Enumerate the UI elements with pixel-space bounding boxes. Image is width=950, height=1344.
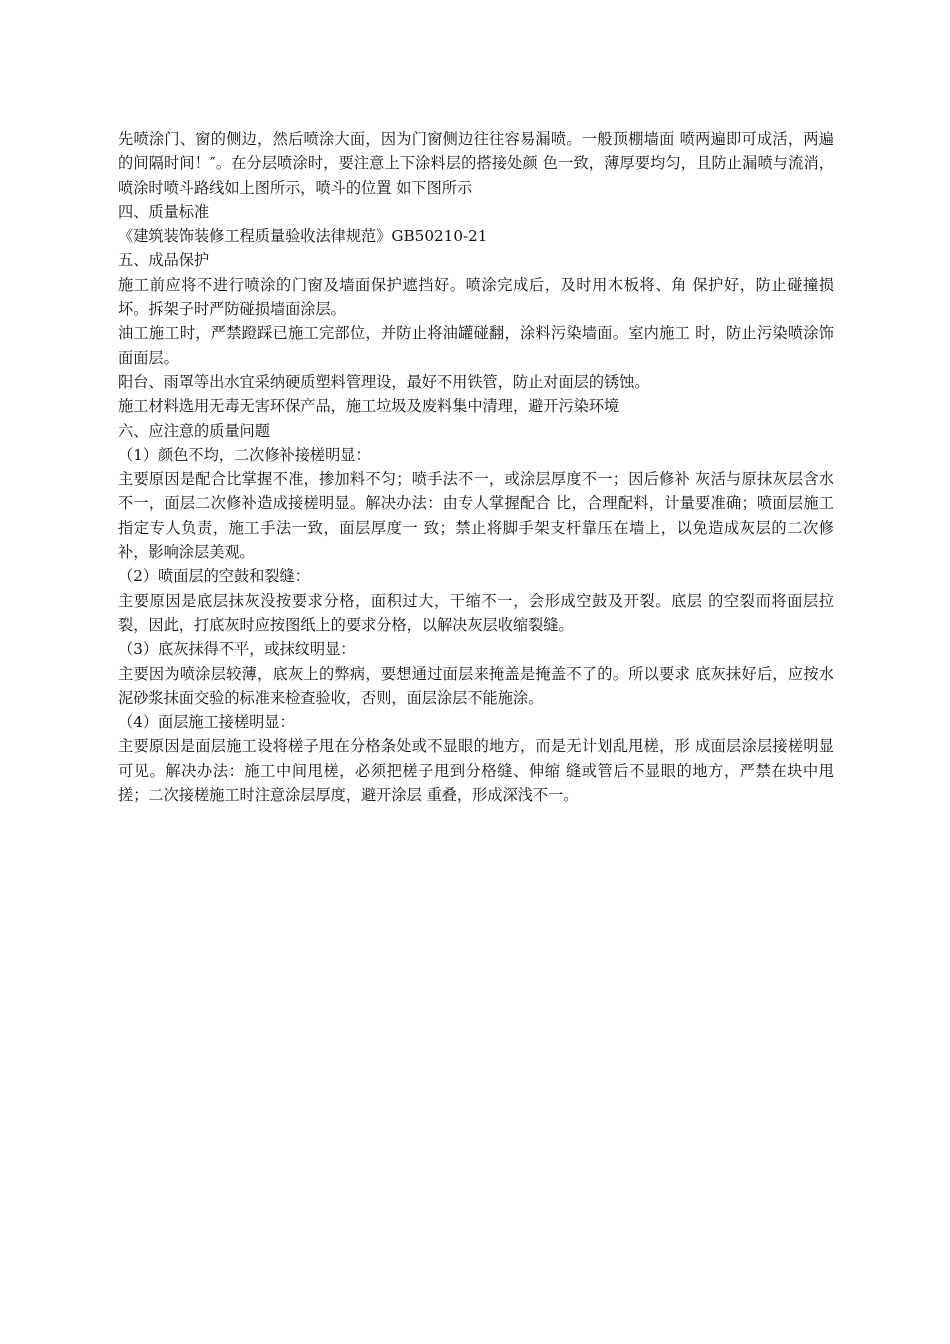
document-page bbox=[118, 127, 834, 807]
paragraph-standard-reference: 《建筑装饰装修工程质量验收法律规范》GB50210-21 bbox=[118, 227, 488, 246]
heading-quality-issues: 六、应注意的质量问题 bbox=[118, 421, 270, 440]
issue-3-body: 主要因为喷涂层较薄，底灰上的弊病，要想通过面层来掩盖是掩盖不了的。所以要求 底灰抹好后，应按水泥砂浆抹面交验的标准来检查验收，否则，面层涂层不能施涂。 bbox=[118, 664, 834, 707]
issue-2-body: 主要原因是底层抹灰没按要求分格，面积过大，干缩不一，会形成空鼓及开裂。底层 的空裂而将面层拉裂，因此，打底灰时应按图纸上的要求分格，以解决灰层收缩裂缝。 bbox=[118, 591, 834, 634]
paragraph-protection-4: 施工材料选用无毒无害环保产品，施工垃圾及废料集中清理，避开污染环境 bbox=[118, 397, 620, 416]
issue-3-title: （3）底灰抹得不平，或抹纹明显： bbox=[118, 640, 356, 659]
heading-product-protection: 五、成品保护 bbox=[118, 251, 210, 270]
issue-4-title: （4）面层施工接槎明显： bbox=[118, 713, 295, 732]
issue-1-title: （1）颜色不均，二次修补接槎明显： bbox=[118, 445, 371, 464]
heading-quality-standard: 四、质量标准 bbox=[118, 202, 210, 221]
issue-4-body: 主要原因是面层施工设将槎子甩在分格条处或不显眼的地方，而是无计划乱甩槎，形 成面层涂层接槎明显可见。解决办法：施工中间甩槎，必须把槎子甩到分格缝、伸缩 缝或管后不显眼的地方，严禁在块中甩搓；二次接槎施工时注意涂层厚度，避开涂层 重叠，形成深浅不一。 bbox=[118, 737, 834, 805]
paragraph-protection-2: 油工施工时，严禁蹬踩已施工完部位，并防止将油罐碰翻，涂料污染墙面。室内施工 时，防止污染喷涂饰面面层。 bbox=[118, 324, 834, 367]
paragraph-protection-3: 阳台、雨罩等出水宜采纳硬质塑料管理设，最好不用铁管，防止对面层的锈蚀。 bbox=[118, 372, 650, 391]
paragraph-spray-sequence: 先喷涂门、窗的侧边，然后喷涂大面，因为门窗侧边往往容易漏喷。一般顶棚墙面 喷两遍即可成活，两遍的间隔时间！″。在分层喷涂时，要注意上下涂料层的搭接处颜 色一致，薄厚要均匀，且防止漏喷与流消，喷涂时喷斗路线如上图所示，喷斗的位置 如下图所示 bbox=[118, 130, 834, 197]
paragraph-protection-1: 施工前应将不进行喷涂的门窗及墙面保护遮挡好。喷涂完成后，及时用木板将、角 保护好，防止碰撞损坏。拆架子时严防碰损墙面涂层。 bbox=[118, 275, 834, 319]
issue-2-title: （2）喷面层的空鼓和裂缝： bbox=[118, 567, 310, 586]
issue-1-body: 主要原因是配合比掌握不准，掺加料不匀；喷手法不一，或涂层厚度不一；因后修补 灰活与原抹灰层含水不一，面层二次修补造成接槎明显。解决办法：由专人掌握配合 比，合理配料，计量要准确；喷面层施工指定专人负责，施工手法一致，面层厚度一 致；禁止将脚手架支杆靠压在墙上，以免造成灰层的二次修补，影响涂层美观。 bbox=[118, 470, 834, 562]
